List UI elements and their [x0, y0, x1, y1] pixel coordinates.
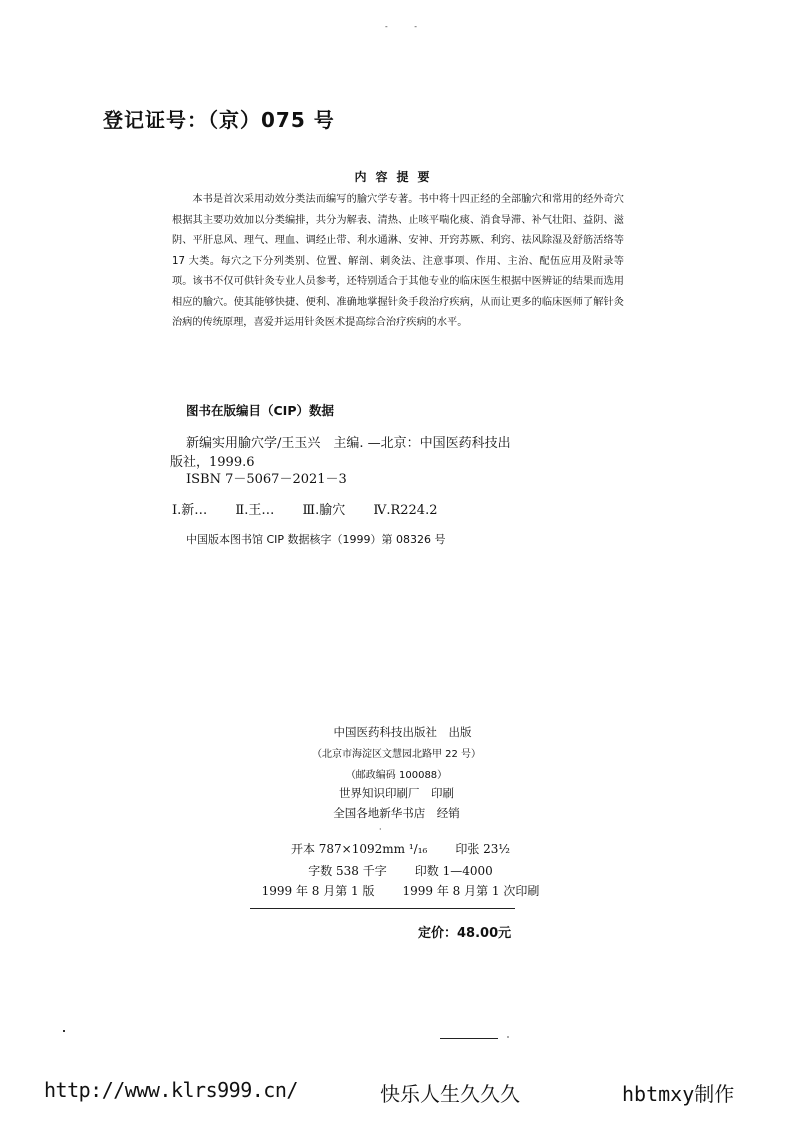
scan-speck-2: [507, 1036, 509, 1038]
abstract-body: [172, 190, 624, 334]
publisher: 中国医药科技出版社 出版: [333, 725, 472, 739]
publisher-address: （北京市海淀区文慧园北路甲 22 号）: [311, 749, 482, 760]
spec-print-run: 印数 1—4000: [414, 864, 493, 878]
abstract-text: 本书是首次采用动效分类法而编写的腧穴学专著。书中将十四正经的全部腧穴和常用的经外奇穴根据其主要功效加以分类编排，共分为解表、清热、止咳平喘化痰、消食导滞、补气壮阳、益阴、滋阴、平肝息风、理气、理血、调经止带、利水通淋、安神、开窍苏厥、利窍、祛风除湿及舒筋活络等 17 大类。每穴之下分列类别、位置、解剖、刺灸法、注意事项、作用、主治、配伍应用及附录等项。该书不仅可供针灸专业人员参考，还特别适合于其他专业的临床医生根据中医辨证的结果而选用相应的腧穴。使其能够快捷、便利、准确地掌握针灸手段治疗疾病，从而让更多的临床医师了解针灸治病的传统原理，喜爱并运用针灸医术提高综合治疗疾病的水平。: [172, 194, 624, 328]
price: 定价：48.00元: [418, 926, 512, 941]
postcode: （邮政编码 100088）: [345, 770, 448, 781]
cip-title-line: 新编实用腧穴学/王玉兴 主编. —北京：中国医药科技出: [186, 436, 511, 451]
cip-class-1: Ⅰ.新…: [172, 503, 208, 518]
cip-class-2: Ⅱ.王…: [235, 503, 275, 518]
price-divider: [250, 908, 515, 909]
top-scan-marks: - -: [385, 22, 429, 31]
cip-class-4: Ⅳ.R224.2: [373, 503, 438, 518]
footer-credit: hbtmxy制作: [622, 1082, 735, 1106]
cip-heading: 图书在版编目（CIP）数据: [186, 403, 334, 418]
footer-url-link[interactable]: http://www.klrs999.cn/: [44, 1078, 298, 1102]
cip-isbn: ISBN 7－5067－2021－3: [186, 472, 347, 487]
spec-edition: 1999 年 8 月第 1 版: [261, 884, 375, 898]
cip-check-number: 中国版本图书馆 CIP 数据核字（1999）第 08326 号: [186, 533, 446, 546]
spec-count-row: [4, 862, 793, 879]
printer: 世界知识印刷厂 印刷: [339, 786, 454, 800]
cip-classification: [172, 499, 459, 518]
spec-printing: 1999 年 8 月第 1 次印刷: [402, 884, 540, 898]
distributor: 全国各地新华书店 经销: [333, 806, 460, 820]
scan-speck: [63, 1030, 65, 1032]
abstract-title: 内容提要: [354, 170, 439, 184]
cip-publisher-line: 版社，1999.6: [170, 455, 255, 470]
footer-site-name: 快乐人生久久久: [380, 1082, 520, 1106]
scan-rule: [440, 1038, 498, 1039]
spec-format: 开本 787×1092mm ¹/₁₆: [290, 842, 428, 856]
spec-format-row: [4, 840, 793, 857]
separator-mark: ·: [379, 825, 382, 834]
spec-edition-row: [4, 882, 793, 899]
registration-number: 登记证号：（京）075 号: [103, 108, 335, 132]
spec-word-count: 字数 538 千字: [308, 864, 387, 878]
cip-class-3: Ⅲ.腧穴: [302, 503, 346, 518]
spec-sheets: 印张 23½: [455, 842, 511, 856]
